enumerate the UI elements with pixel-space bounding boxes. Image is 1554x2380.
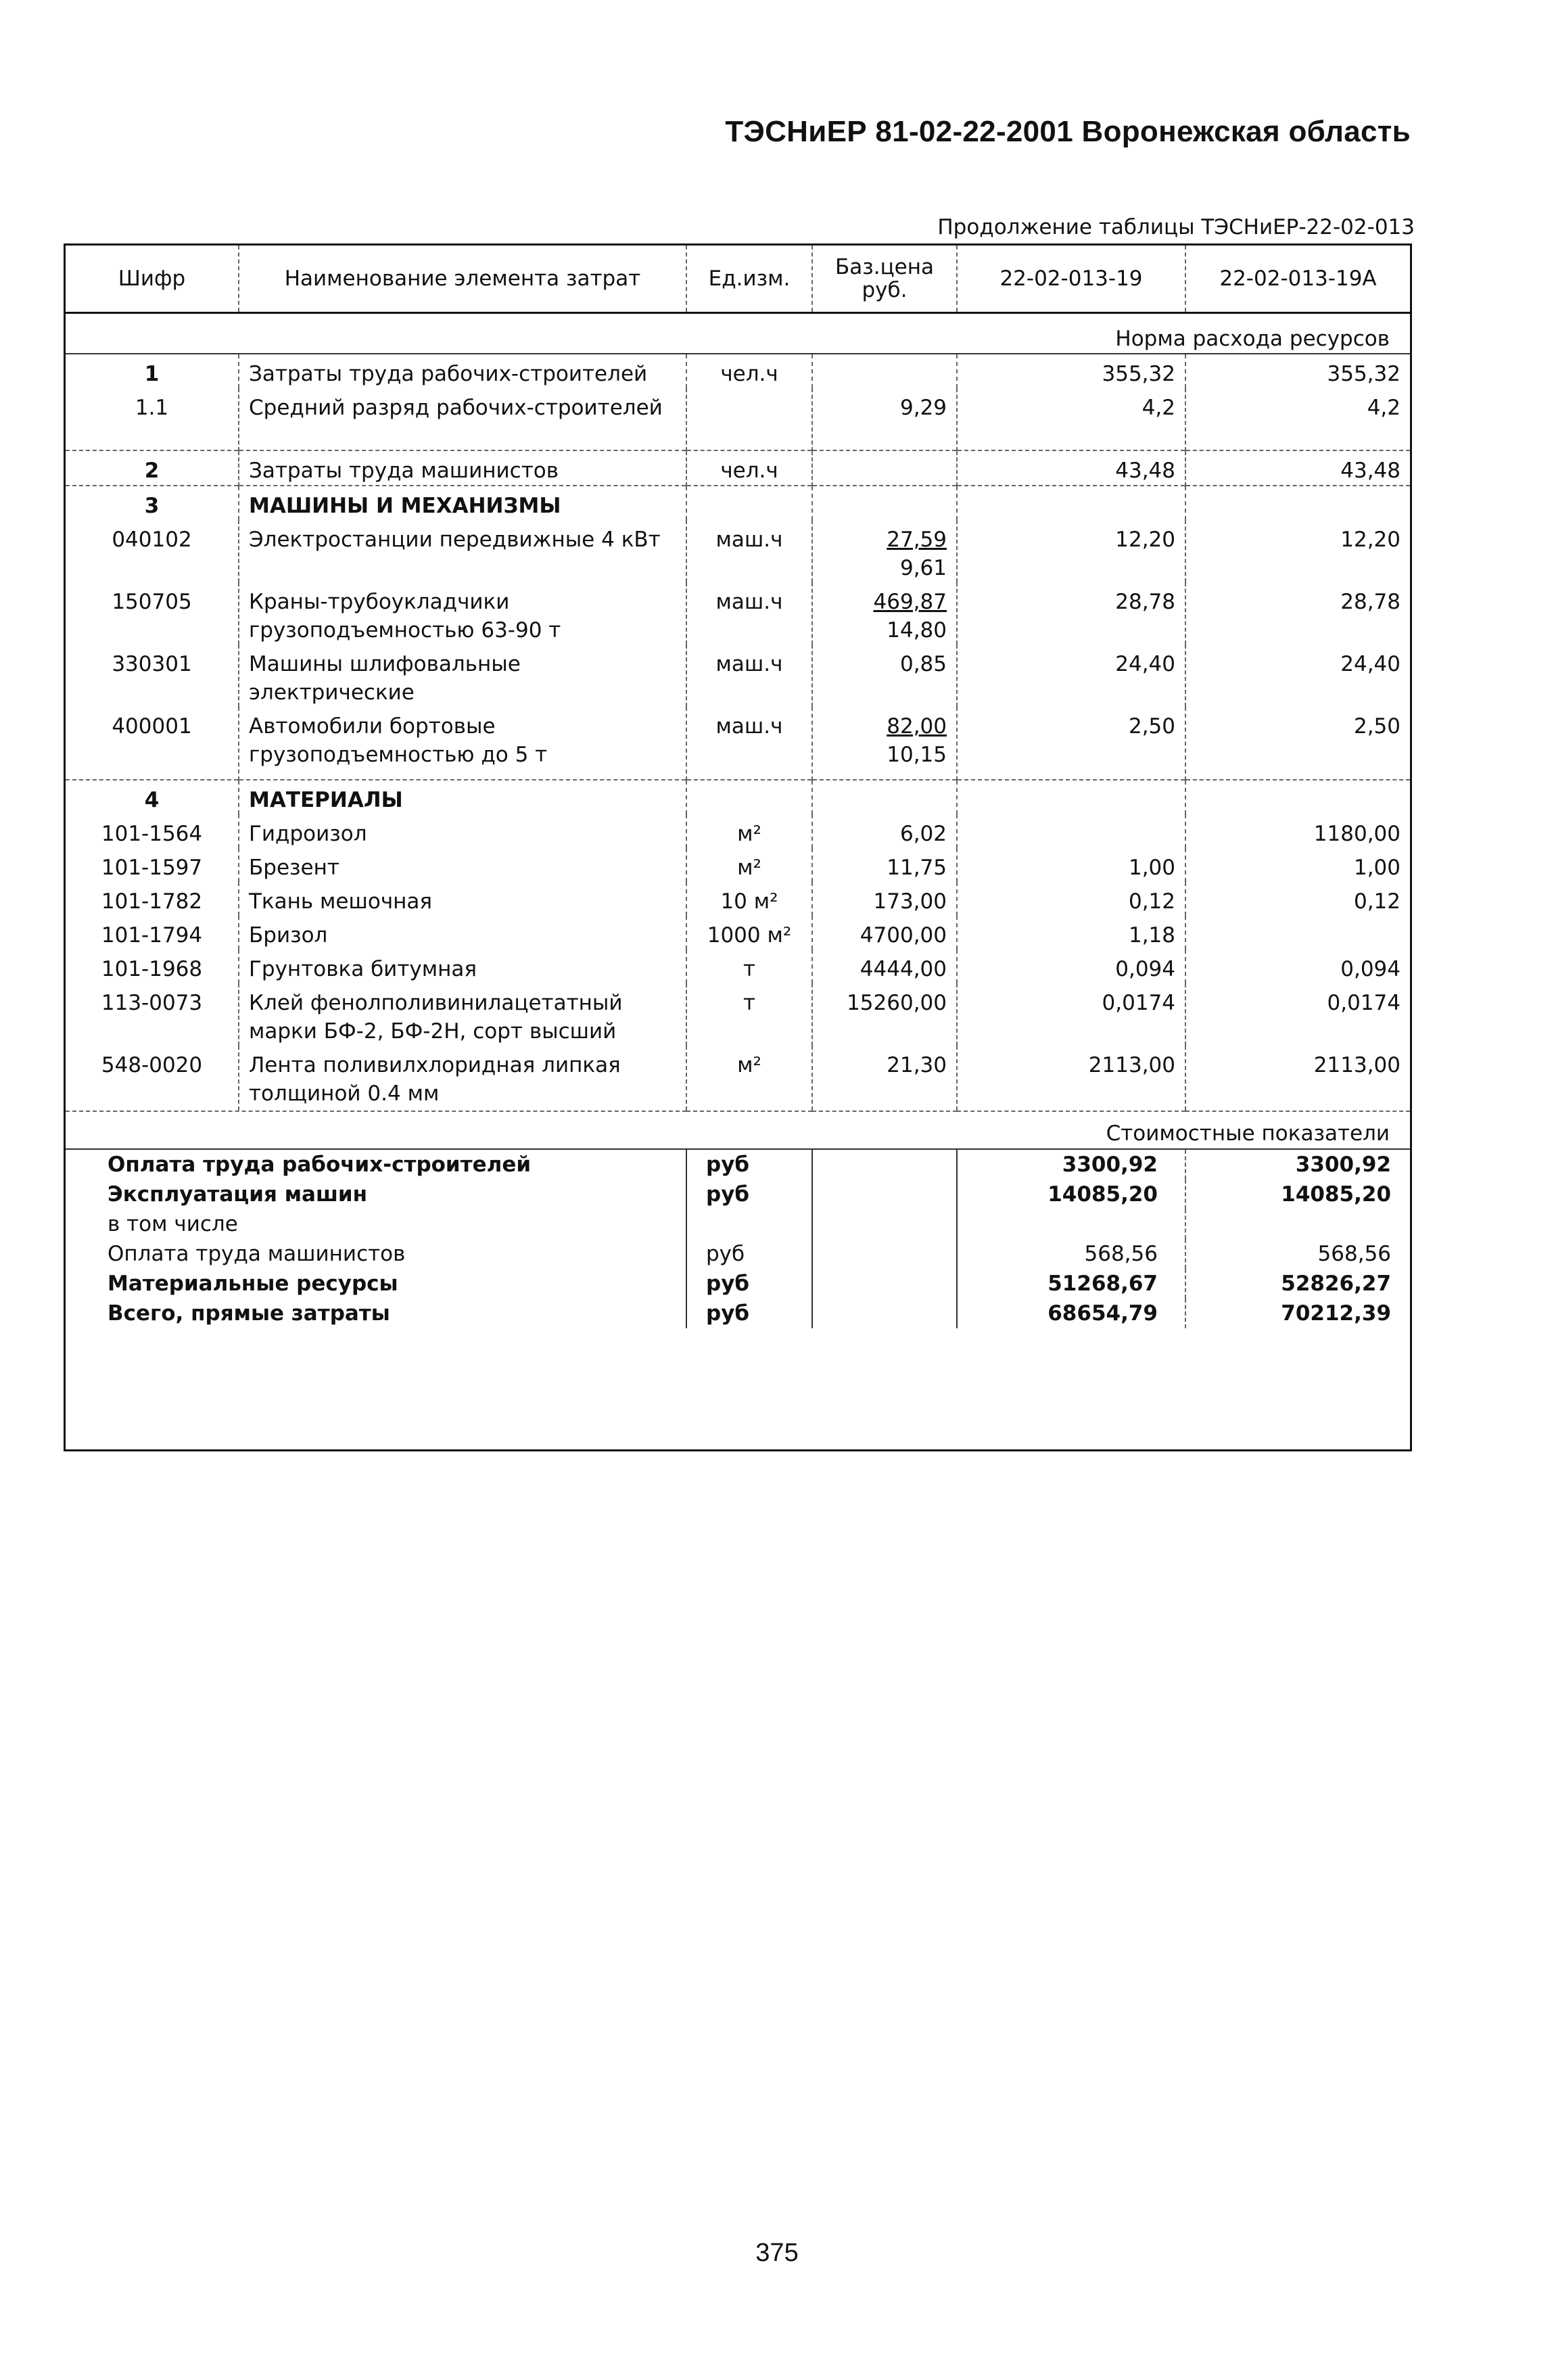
row-price — [812, 354, 957, 388]
section-title: МАШИНЫ И МЕХАНИЗМЫ — [239, 486, 686, 520]
row-name: Грунтовка битумная — [239, 950, 686, 983]
summary-label: Оплата труда рабочих-строителей — [108, 1152, 532, 1177]
row-unit: т — [686, 983, 812, 1046]
row-price: 6,02 — [812, 814, 957, 848]
summary-row — [66, 1299, 1410, 1328]
row-price-main: 469,87 — [873, 590, 947, 614]
summary-label: Всего, прямые затраты — [108, 1301, 390, 1326]
column-header-unit: Ед.изм. — [686, 246, 812, 313]
summary-row — [66, 1269, 1410, 1299]
row-code: 113-0073 — [101, 991, 203, 1015]
cost-band-row — [66, 1111, 1410, 1149]
row-price-sub: 10,15 — [887, 743, 947, 767]
summary-value-19: 3300,92 — [957, 1149, 1185, 1180]
row-name: Средний разряд рабочих-строителей — [239, 388, 686, 450]
summary-value-19a: 568,56 — [1185, 1239, 1410, 1269]
row-value-19: 0,12 — [957, 882, 1185, 916]
row-price-main: 82,00 — [887, 714, 947, 739]
row-unit — [686, 486, 812, 520]
resource-norms-table — [66, 246, 1410, 1111]
table-row — [66, 450, 1410, 486]
row-value-19: 4,2 — [957, 388, 1185, 450]
row-price — [812, 707, 957, 780]
table-row — [66, 1046, 1410, 1111]
row-value-19 — [957, 814, 1185, 848]
row-value-19a: 0,12 — [1185, 882, 1410, 916]
row-unit: чел.ч — [686, 354, 812, 388]
row-unit — [686, 388, 812, 450]
resource-table — [64, 243, 1412, 1451]
row-code: 040102 — [112, 528, 192, 552]
table-row — [66, 916, 1410, 950]
row-name: Ткань мешочная — [239, 882, 686, 916]
row-value-19: 12,20 — [957, 520, 1185, 582]
row-value-19a: 43,48 — [1185, 450, 1410, 486]
row-value-19: 24,40 — [957, 645, 1185, 707]
row-price-sub: 14,80 — [887, 618, 947, 643]
summary-value-19a: 3300,92 — [1185, 1149, 1410, 1180]
row-value-19a: 28,78 — [1185, 582, 1410, 645]
row-unit: чел.ч — [686, 450, 812, 486]
row-value-19a: 4,2 — [1185, 388, 1410, 450]
row-unit: маш.ч — [686, 645, 812, 707]
column-header-price: Баз.цена руб. — [812, 246, 957, 313]
summary-empty-cell — [812, 1269, 957, 1299]
row-unit: маш.ч — [686, 707, 812, 780]
summary-unit: руб — [686, 1269, 812, 1299]
row-name: Машины шлифовальные электрические — [239, 645, 686, 707]
row-value-19: 0,0174 — [957, 983, 1185, 1046]
cost-summary-table — [66, 1111, 1410, 1328]
column-header-19a: 22-02-013-19А — [1185, 246, 1410, 313]
row-unit: м² — [686, 814, 812, 848]
table-row — [66, 645, 1410, 707]
row-price-sub: 9,61 — [899, 556, 947, 580]
row-value-19a: 2113,00 — [1185, 1046, 1410, 1111]
row-name: Клей фенолполивинилацетатный марки БФ-2, БФ-2Н, сорт высший — [239, 983, 686, 1046]
table-row — [66, 582, 1410, 645]
section-row-machines — [66, 486, 1410, 520]
summary-value-19a: 52826,27 — [1185, 1269, 1410, 1299]
row-price: 0,85 — [812, 645, 957, 707]
row-code: 1 — [144, 362, 160, 386]
row-value-19: 2113,00 — [957, 1046, 1185, 1111]
row-price — [812, 582, 957, 645]
table-caption: Продолжение таблицы ТЭСНиЕР-22-02-013 — [937, 215, 1415, 239]
summary-unit: руб — [686, 1180, 812, 1209]
summary-value-19: 14085,20 — [957, 1180, 1185, 1209]
summary-empty-cell — [812, 1299, 957, 1328]
cost-band-label: Стоимостные показатели — [66, 1111, 1410, 1149]
table-row — [66, 354, 1410, 388]
row-code: 3 — [66, 486, 239, 520]
row-value-19a: 0,0174 — [1185, 983, 1410, 1046]
row-value-19 — [957, 780, 1185, 814]
row-unit — [686, 780, 812, 814]
row-code: 150705 — [112, 590, 192, 614]
row-unit: т — [686, 950, 812, 983]
summary-row — [66, 1239, 1410, 1269]
column-header-19: 22-02-013-19 — [957, 246, 1185, 313]
norm-band-row — [66, 313, 1410, 354]
summary-value-19: 68654,79 — [957, 1299, 1185, 1328]
row-price: 11,75 — [812, 848, 957, 882]
table-row — [66, 520, 1410, 582]
column-header-code: Шифр — [66, 246, 239, 313]
table-row — [66, 814, 1410, 848]
summary-empty-cell — [812, 1180, 957, 1209]
row-unit: маш.ч — [686, 582, 812, 645]
row-price — [812, 780, 957, 814]
row-name: Краны-трубоукладчики грузоподъемностью 63-90 т — [239, 582, 686, 645]
table-row — [66, 983, 1410, 1046]
row-value-19: 2,50 — [957, 707, 1185, 780]
row-unit: 10 м² — [686, 882, 812, 916]
row-value-19a — [1185, 486, 1410, 520]
row-price — [812, 520, 957, 582]
summary-label: в том числе — [108, 1212, 238, 1236]
row-code: 400001 — [112, 714, 192, 739]
row-name: Электростанции передвижные 4 кВт — [239, 520, 686, 582]
summary-row — [66, 1180, 1410, 1209]
row-code: 2 — [66, 450, 239, 486]
summary-empty-cell — [812, 1239, 957, 1269]
row-unit: м² — [686, 848, 812, 882]
summary-value-19: 568,56 — [957, 1239, 1185, 1269]
row-code: 101-1597 — [101, 856, 203, 880]
summary-label: Оплата труда машинистов — [108, 1242, 406, 1266]
summary-empty-cell — [812, 1209, 957, 1239]
row-value-19a: 1,00 — [1185, 848, 1410, 882]
row-value-19: 43,48 — [957, 450, 1185, 486]
row-value-19 — [957, 486, 1185, 520]
row-unit: м² — [686, 1046, 812, 1111]
section-row-materials — [66, 780, 1410, 814]
norm-band-label: Норма расхода ресурсов — [66, 313, 1410, 354]
summary-value-19: 51268,67 — [957, 1269, 1185, 1299]
summary-unit: руб — [686, 1239, 812, 1269]
summary-row — [66, 1149, 1410, 1180]
row-value-19a: 355,32 — [1185, 354, 1410, 388]
row-price: 15260,00 — [812, 983, 957, 1046]
summary-row — [66, 1209, 1410, 1239]
column-header-name: Наименование элемента затрат — [239, 246, 686, 313]
row-value-19a: 0,094 — [1185, 950, 1410, 983]
row-name: Бризол — [239, 916, 686, 950]
summary-value-19a — [1185, 1209, 1410, 1239]
row-value-19: 355,32 — [957, 354, 1185, 388]
row-price: 4444,00 — [812, 950, 957, 983]
row-code: 101-1564 — [101, 822, 203, 846]
summary-unit: руб — [686, 1299, 812, 1328]
row-value-19: 1,18 — [957, 916, 1185, 950]
row-value-19a: 24,40 — [1185, 645, 1410, 707]
summary-unit — [686, 1209, 812, 1239]
row-code: 101-1968 — [101, 957, 203, 981]
row-value-19a: 1180,00 — [1185, 814, 1410, 848]
row-code: 101-1782 — [101, 889, 203, 914]
row-value-19: 28,78 — [957, 582, 1185, 645]
summary-value-19 — [957, 1209, 1185, 1239]
row-value-19: 1,00 — [957, 848, 1185, 882]
row-price: 9,29 — [812, 388, 957, 450]
row-price-main: 27,59 — [887, 528, 947, 552]
row-name: Автомобили бортовые грузоподъемностью до 5 т — [239, 707, 686, 780]
table-row — [66, 388, 1410, 450]
summary-empty-cell — [812, 1149, 957, 1180]
row-name: Затраты труда машинистов — [239, 450, 686, 486]
row-value-19a: 2,50 — [1185, 707, 1410, 780]
summary-unit: руб — [686, 1149, 812, 1180]
table-row — [66, 882, 1410, 916]
row-price — [812, 486, 957, 520]
table-row — [66, 950, 1410, 983]
row-name: Гидроизол — [239, 814, 686, 848]
row-value-19a — [1185, 780, 1410, 814]
row-code: 548-0020 — [101, 1053, 203, 1077]
row-price: 21,30 — [812, 1046, 957, 1111]
summary-label: Эксплуатация машин — [108, 1182, 368, 1207]
row-unit: 1000 м² — [686, 916, 812, 950]
row-name: Брезент — [239, 848, 686, 882]
table-header-row — [66, 246, 1410, 313]
page-number: 375 — [755, 2239, 799, 2267]
document-title: ТЭСНиЕР 81-02-22-2001 Воронежская область — [725, 115, 1411, 148]
table-row — [66, 707, 1410, 780]
row-value-19a: 12,20 — [1185, 520, 1410, 582]
row-name: Затраты труда рабочих-строителей — [239, 354, 686, 388]
section-title: МАТЕРИАЛЫ — [239, 780, 686, 814]
table-row — [66, 848, 1410, 882]
row-value-19a — [1185, 916, 1410, 950]
row-code: 1.1 — [135, 396, 169, 420]
row-price: 4700,00 — [812, 916, 957, 950]
summary-label: Материальные ресурсы — [108, 1271, 398, 1296]
summary-value-19a: 14085,20 — [1185, 1180, 1410, 1209]
row-value-19: 0,094 — [957, 950, 1185, 983]
row-price: 173,00 — [812, 882, 957, 916]
row-code: 330301 — [112, 652, 192, 676]
row-code: 101-1794 — [101, 923, 203, 948]
summary-value-19a: 70212,39 — [1185, 1299, 1410, 1328]
row-name: Лента поливилхлоридная липкая толщиной 0.4 мм — [239, 1046, 686, 1111]
row-code: 4 — [66, 780, 239, 814]
row-price — [812, 450, 957, 486]
row-unit: маш.ч — [686, 520, 812, 582]
